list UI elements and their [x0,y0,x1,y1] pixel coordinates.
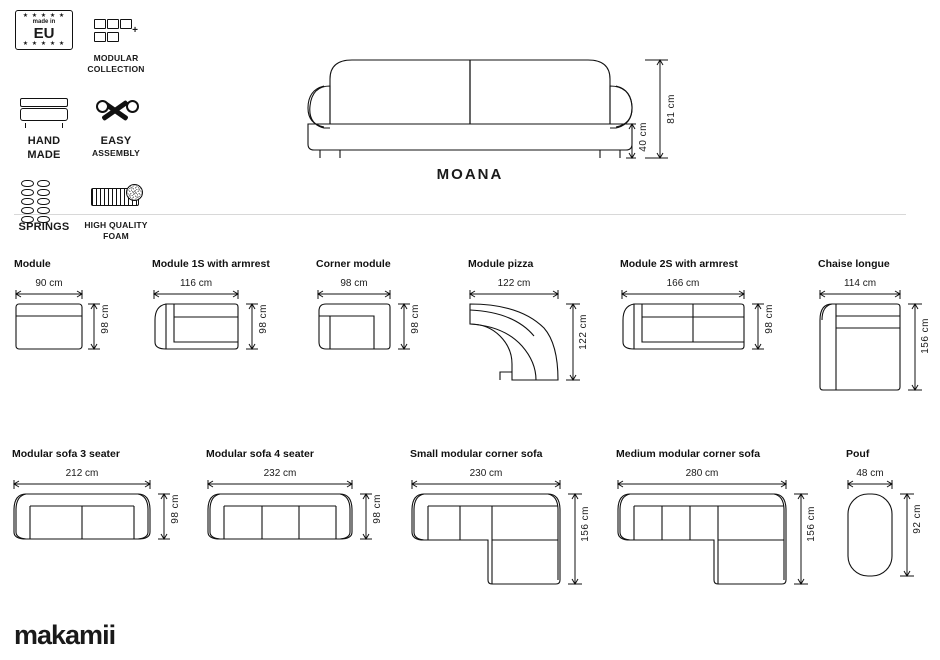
badge-hand-label-1: HAND [27,134,61,147]
badge-springs-label: SPRINGS [18,220,70,233]
item-pouf-width: 48 cm [856,468,884,479]
item-medium-corner-sofa [616,448,826,600]
item-sofa4-name: Modular sofa 4 seater [206,448,314,460]
item-sofa3-name: Modular sofa 3 seater [12,448,120,460]
badge-springs [8,175,80,233]
tools-icon [92,89,140,133]
item-corner-module [316,258,456,370]
item-module-depth: 98 cm [100,304,111,334]
item-cornermed-width: 280 cm [685,468,719,479]
item-cornersmall-name: Small modular corner sofa [410,448,543,460]
badge-hand-label-2: MADE [27,148,61,161]
item-chaise-longue [818,258,938,402]
item-sofa-4-seater [206,448,386,570]
hero-height-total-label: 81 cm [666,94,677,124]
item-module-name: Module [14,258,51,270]
feature-badges [8,8,158,256]
badge-easy-assembly [80,89,152,158]
badge-modular-label-2: COLLECTION [87,64,145,75]
item-pouf-name: Pouf [846,448,870,460]
item-module-2s [620,258,800,370]
item-module-2s-width: 166 cm [666,278,700,289]
badge-easy-label-1: EASY [100,134,132,147]
item-corner-width: 98 cm [340,278,368,289]
sofa-hand-icon [20,89,68,133]
plus-label: + [132,24,138,36]
badge-row-1 [8,8,158,75]
foam-icon [91,175,141,219]
item-pouf [846,448,940,590]
item-sofa-3-seater [12,448,182,570]
badge-modular-label-1: MODULAR [93,53,139,63]
badge-made-in-eu [8,8,80,52]
badge-modular-collection [80,8,152,75]
item-cornersmall-depth: 156 cm [580,506,591,542]
badge-row-2 [8,89,158,161]
item-small-corner-sofa [410,448,600,600]
item-pizza-width: 122 cm [497,278,531,289]
item-module-1s-depth: 98 cm [258,304,269,334]
divider [14,214,906,216]
badge-foam-label-2: FOAM [103,231,129,242]
item-pizza-depth: 122 cm [578,314,589,350]
item-module-1s [152,258,302,370]
badge-high-quality-foam [80,175,152,242]
item-cornermed-depth: 156 cm [806,506,817,542]
item-sofa3-depth: 98 cm [170,494,181,524]
page-title: MOANA [436,166,504,183]
eu-text-label: EU [33,25,55,42]
item-sofa4-width: 232 cm [263,468,297,479]
item-pouf-depth: 92 cm [912,504,923,534]
badge-easy-label-2: ASSEMBLY [91,147,141,158]
item-pizza-name: Module pizza [468,258,534,270]
item-module-1s-width: 116 cm [179,278,213,289]
item-module-1s-name: Module 1S with armrest [152,258,270,270]
badge-foam-label-1: HIGH QUALITY [84,219,148,230]
item-module-2s-name: Module 2S with armrest [620,258,738,270]
item-module-width: 90 cm [35,278,63,289]
eu-stars-label-bottom: ★ ★ ★ ★ ★ [22,41,66,47]
made-in-eu-icon [15,8,73,52]
item-module [14,258,134,370]
item-sofa4-depth: 98 cm [372,494,383,524]
item-sofa3-width: 212 cm [65,468,99,479]
item-cornermed-name: Medium modular corner sofa [616,448,761,460]
item-module-pizza [468,258,608,392]
badge-row-3 [8,175,158,242]
item-corner-depth: 98 cm [410,304,421,334]
item-corner-name: Corner module [316,258,391,270]
brand-logo: makamii [14,620,116,650]
modular-grid-icon [94,8,138,52]
item-chaise-name: Chaise longue [818,258,890,270]
eu-made-label: made in [32,19,56,25]
badge-hand-made [8,89,80,161]
hero-sofa-drawing [300,24,700,184]
item-cornersmall-width: 230 cm [469,468,503,479]
springs-icon [21,175,67,219]
hero-height-seat-label: 40 cm [638,122,649,152]
eu-stars-label: ★ ★ ★ ★ ★ [22,13,66,19]
item-chaise-depth: 156 cm [920,318,931,354]
item-chaise-width: 114 cm [843,278,877,289]
item-module-2s-depth: 98 cm [764,304,775,334]
